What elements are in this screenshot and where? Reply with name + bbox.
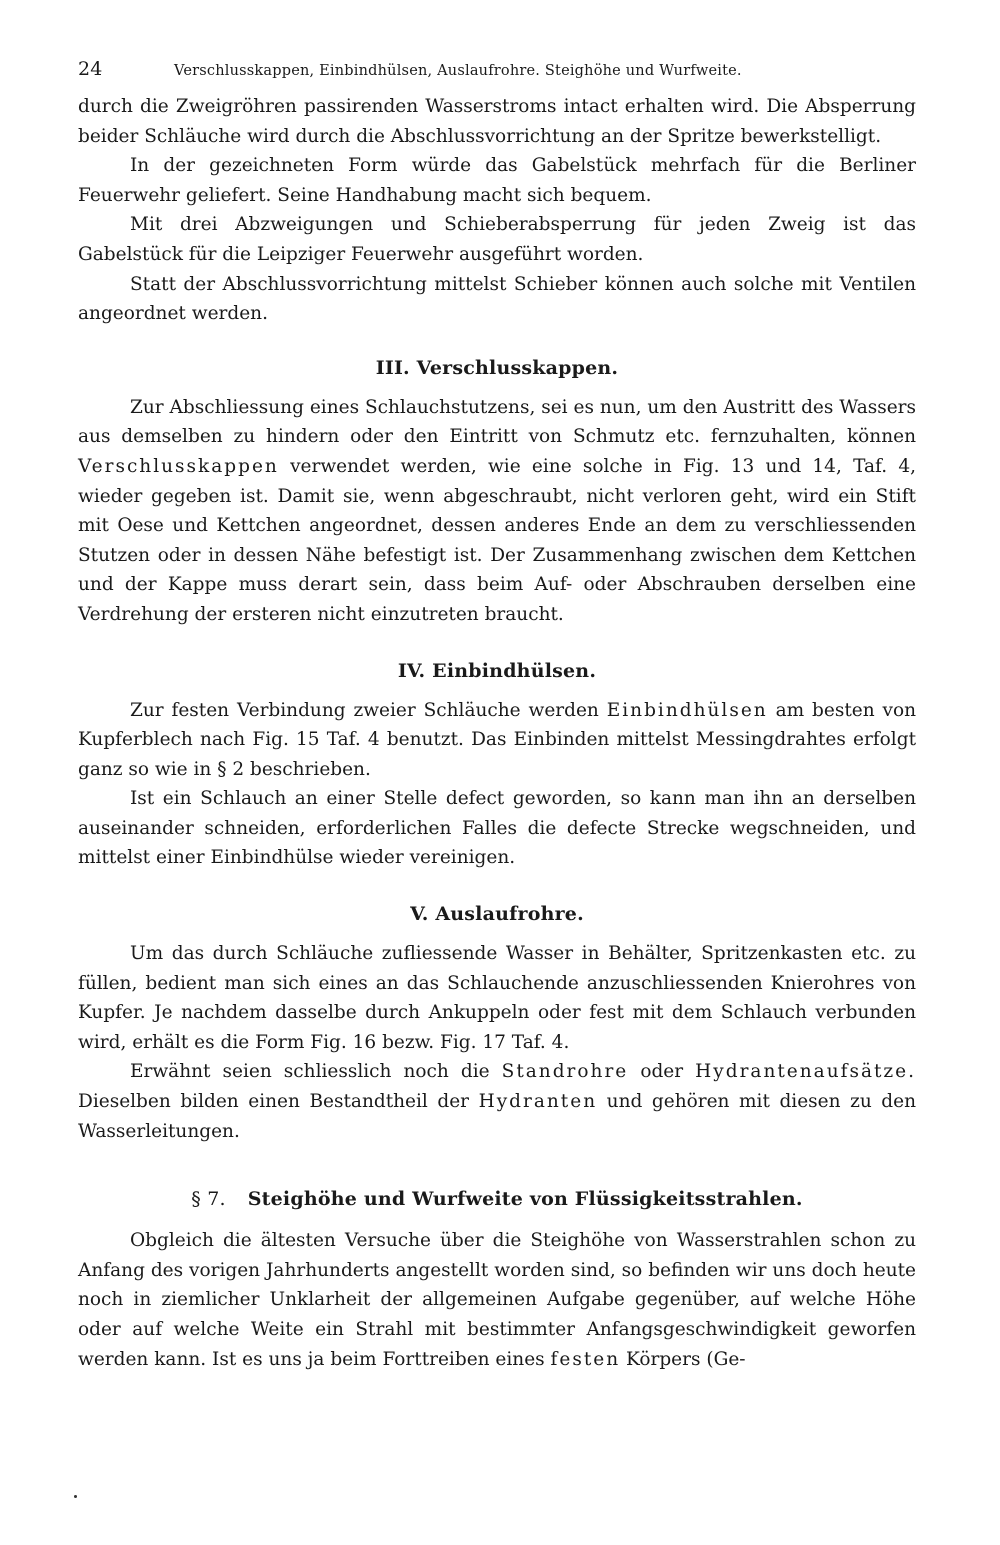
paragraph: Statt der Abschlussvorrichtung mittelst Schieber können auch solche mit Ventilen angeordnet werden. (78, 273, 916, 325)
paragraph: In der gezeichneten Form würde das Gabelstück mehrfach für die Berliner Feuerwehr geliefert. Seine Handhabung macht sich bequem. (78, 155, 916, 206)
text-run: am besten von Kupferblech nach Fig. 15 Taf. 4 benutzt. Das Einbinden mittelst Messingdrahtes erfolgt ganz so wie in § 2 beschrieben. (78, 699, 917, 780)
paragraph: Mit drei Abzweigungen und Schieberabsperrung für jeden Zweig ist das Gabelstück für die Leipziger Feuerwehr ausgeführt worden. (78, 214, 916, 265)
emphasized-term: Verschlusskappen (78, 455, 279, 477)
section-verschlusskappen (78, 357, 916, 630)
section-heading: V. Auslaufrohre. (410, 903, 584, 926)
section-paragraph-7 (78, 1188, 916, 1374)
text-run: Zur festen Verbindung zweier Schläuche werden (130, 699, 599, 721)
paragraph (78, 1226, 916, 1374)
emphasized-term: festen (550, 1348, 621, 1370)
paragraph: durch die Zweigröhren passirenden Wasserstroms intact erhalten wird. Die Absperrung beider Schläuche wird durch die Abschlussvorrichtung an der Spritze bewerkstelligt. (78, 96, 916, 147)
emphasized-term: Hydranten (478, 1091, 598, 1113)
running-header (78, 58, 916, 92)
emphasized-term: Standrohre (501, 1061, 629, 1083)
paragraph: Um das durch Schläuche zufliessende Wasser in Behälter, Spritzenkasten etc. zu füllen, bedient man sich eines an das Schlauchende anzuschliessenden Knierohres von Kupfer. Je nachdem dasselbe durch Ankuppeln oder fest mit dem Schlauch verbunden wird, erhält es die Form Fig. 16 bezw. Fig. 17 Taf. 4. (78, 943, 916, 1053)
paragraph (78, 696, 916, 785)
text-run: oder (640, 1061, 684, 1083)
emphasized-term: Einbindhülsen (606, 699, 768, 721)
chapter-title: Steighöhe und Wurfweite von Flüssigkeitsstrahlen. (247, 1188, 803, 1211)
text-run: Zur Abschliessung eines Schlauchstutzens, sei es nun, um den Austritt des Wassers aus demselben zu hindern oder den Eintritt von Schmutz etc. fernzuhalten, können (78, 396, 916, 448)
emphasized-term: Hydrantenaufsätze. (695, 1061, 916, 1083)
section-heading: III. Verschlusskappen. (375, 356, 619, 379)
chapter-heading (78, 1188, 916, 1210)
text-run: Körpers (Ge- (626, 1348, 746, 1370)
text-run: Obgleich die ältesten Versuche über die Steighöhe von Wasserstrahlen schon zu Anfang des vorigen Jahrhunderts angestellt worden sind, so befinden wir uns doch heute noch in ziemlicher Unklarheit der allgemeinen Aufgabe gegenüber, auf welche Höhe oder auf welche Weite ein Strahl mit bestimmter Anfangsgeschwindigkeit geworfen werden kann. Ist es uns ja beim Forttreiben eines (78, 1230, 916, 1370)
paragraph (78, 1057, 916, 1146)
continued-section (78, 92, 916, 329)
running-title: Verschlusskappen, Einbindhülsen, Auslaufrohre. Steighöhe und Wurfweite. (174, 63, 742, 79)
text-run: und gehören mit diesen zu den Wasserleitungen. (78, 1091, 916, 1142)
text-run: Dieselben bilden einen Bestandtheil der (78, 1091, 470, 1113)
paragraph: Ist ein Schlauch an einer Stelle defect geworden, so kann man ihn an derselben auseinander schneiden, erforderlichen Falles die defecte Strecke wegschneiden, und mittelst einer Einbindhülse wieder vereinigen. (78, 788, 916, 869)
section-heading: IV. Einbindhülsen. (397, 659, 597, 682)
section-number: § 7. (191, 1188, 226, 1211)
paragraph (78, 393, 916, 630)
book-page (78, 58, 916, 1374)
text-run: verwendet werden, wie eine solche in Fig. 13 und 14, Taf. 4, wieder gegeben ist. Damit sie, wenn abgeschraubt, nicht verloren geht, wird ein Stift mit Oese und Kettchen angeordnet, dessen anderes Ende an dem zu verschliessenden Stutzen oder in dessen Nähe befestigt ist. Der Zusammenhang zwischen dem Kettchen und der Kappe muss derart sein, dass beim Auf- oder Abschrauben derselben eine Verdrehung der ersteren nicht einzutreten braucht. (78, 455, 916, 625)
page-number: 24 (78, 58, 103, 80)
section-auslaufrohre (78, 903, 916, 1146)
text-run: Erwähnt seien schliesslich noch die (130, 1061, 490, 1083)
section-einbindhuelsen (78, 660, 916, 874)
scan-speck (74, 1495, 77, 1498)
